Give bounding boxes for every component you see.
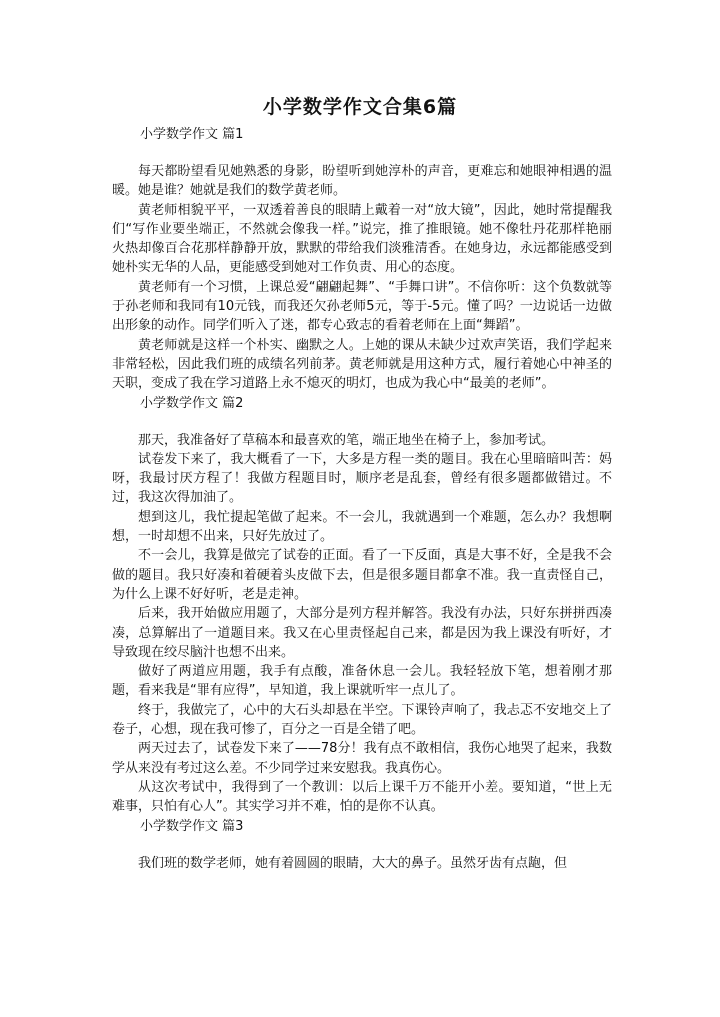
paragraph: 黄老师就是这样一个朴实、幽默之人。上她的课从未缺少过欢声笑语，我们学起来非常轻松，因此我们班的成绩名列前茅。黄老师就是用这种方式，履行着她心中神圣的天职，变成了我在学习道路上永不熄灭的明灯，也成为我心中“最美的老师”。: [112, 337, 612, 392]
paragraph: 想到这儿，我忙提起笔做了起来。不一会儿，我就遇到一个难题，怎么办？我想啊想，一时却想不出来，只好先放过了。: [112, 509, 612, 545]
section-heading: 小学数学作文 篇3: [140, 818, 244, 834]
paragraph: 那天，我准备好了草稿本和最喜欢的笔，端正地坐在椅子上，参加考试。: [138, 432, 555, 448]
section-heading: 小学数学作文 篇1: [140, 127, 244, 142]
paragraph: 从这次考试中，我得到了一个教训：以后上课千万不能开小差。要知道，“世上无难事，只怕有心人”。其实学习并不难，怕的是你不认真。: [112, 779, 612, 815]
paragraph: 黄老师有一个习惯，上课总爱“翩翩起舞”、“手舞口讲”。不信你听：这个负数就等于孙老师和我同有10元钱，而我还欠孙老师5元，等于-5元。懂了吗？一边说话一边做出形象的动作。同学们听入了迷，都专心致志的看着老师在上面“舞蹈”。: [112, 279, 612, 334]
paragraph: 后来，我开始做应用题了，大部分是列方程并解答。我没有办法，只好东拼拼西凑凑，总算解出了一道题目来。我又在心里责怪起自己来，都是因为我上课没有听好，才导致现在绞尽脑汁也想不出来。: [112, 606, 612, 660]
paragraph: 不一会儿，我算是做完了试卷的正面。看了一下反面，真是大事不好，全是我不会做的题目。我只好凑和着硬着头皮做下去，但是很多题目都拿不准。我一直责怪自己，为什么上课不好好听，老是走神。: [112, 548, 612, 602]
essay-section-2: [112, 394, 612, 817]
essay-section-3: [112, 817, 612, 873]
paragraph: 每天都盼望看见她熟悉的身影，盼望听到她淳朴的声音，更难忘和她眼神相遇的温暖。她是谁？她就是我们的数学黄老师。: [112, 164, 612, 199]
section-heading: 小学数学作文 篇2: [140, 395, 244, 411]
essay-section-1: [112, 125, 612, 394]
paragraph: 终于，我做完了，心中的大石头却悬在半空。下课铃声响了，我忐忑不安地交上了卷子，心想，现在我可惨了，百分之一百是全错了吧。: [112, 702, 612, 738]
document-title: 小学数学作文合集6篇: [262, 96, 458, 118]
paragraph: 黄老师相貌平平，一双透着善良的眼睛上戴着一对“放大镜”，因此，她时常提醒我们“写作业要坐端正，不然就会像我一样。”说完，推了推眼镜。她不像牡丹花那样艳丽火热却像百合花那样静静开放，默默的带给我们淡雅清香。在她身边，永远都能感受到她朴实无华的人品，更能感受到她对工作负责、用心的态度。: [112, 202, 612, 276]
paragraph: 两天过去了，试卷发下来了——78分！我有点不敢相信，我伤心地哭了起来，我数学从来没有考过这么差。不少同学过来安慰我。我真伤心。: [112, 741, 612, 776]
paragraph: 做好了两道应用题，我手有点酸，准备休息一会儿。我轻轻放下笔，想着刚才那题，看来我是“罪有应得”，早知道，我上课就听牢一点儿了。: [112, 664, 612, 699]
paragraph: 试卷发下来了，我大概看了一下，大多是方程一类的题目。我在心里暗暗叫苦：妈呀，我最讨厌方程了！我做方程题目时，顺序老是乱套，曾经有很多题都做错过。不过，我这次得加油了。: [112, 451, 612, 506]
paragraph: 我们班的数学老师，她有着圆圆的眼睛，大大的鼻子。虽然牙齿有点龅，但: [138, 855, 568, 871]
document-body: [112, 125, 612, 873]
